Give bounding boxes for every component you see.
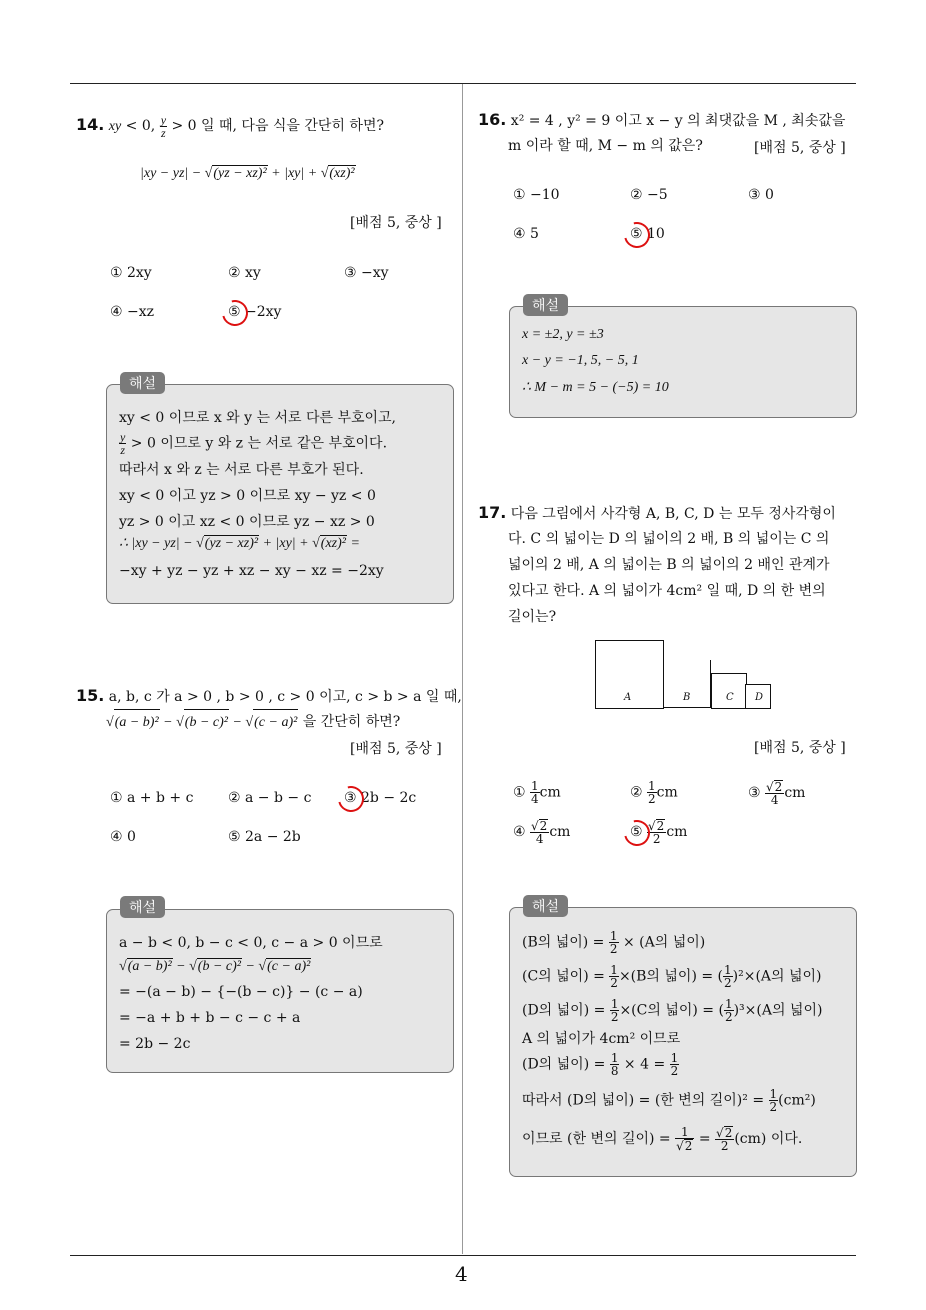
choice-3[interactable]: ③ 0	[748, 187, 774, 203]
choice-1[interactable]: ① a + b + c	[110, 790, 194, 806]
solution-line: x = ±2, y = ±3	[522, 327, 604, 342]
choice-3[interactable]: ③ 2b − 2c	[344, 790, 417, 806]
solution-tag: 해설	[523, 294, 568, 316]
square-label-b: B	[683, 692, 691, 703]
choice-3[interactable]: ③ −xy	[344, 265, 389, 281]
expression: |xy − yz| − √(yz − xz)² + |xy| + √(xz)²	[140, 166, 355, 181]
choice-2[interactable]: ② −5	[630, 187, 668, 203]
solution-tag: 해설	[120, 896, 165, 918]
choice-5[interactable]: ⑤ 2a − 2b	[228, 829, 301, 845]
solution-box-17	[509, 907, 857, 1177]
question-stem-line: 길이는?	[508, 609, 557, 625]
solution-tag: 해설	[523, 895, 568, 917]
choice-4[interactable]: ④ 0	[110, 829, 136, 845]
squares-figure	[595, 640, 773, 710]
choice-2[interactable]: ② xy	[228, 265, 261, 281]
solution-line: (D의 넓이) = $\frac{1}{2}$ ×(C의 넓이) = ( $\frac{1}{2}$ )³×(A의 넓이)	[522, 997, 823, 1024]
choice-1[interactable]: ① $\frac{1}{4}$ cm	[513, 779, 561, 806]
solution-line: a − b < 0, b − c < 0, c − a > 0 이므로	[119, 935, 383, 951]
question-stem-line: 넓이의 2 배, A 의 넓이는 B 의 넓이의 2 배인 관계가	[508, 557, 830, 573]
solution-line: x − y = −1, 5, − 5, 1	[522, 353, 639, 368]
question-number: 17.	[478, 503, 507, 522]
choice-2[interactable]: ② a − b − c	[228, 790, 312, 806]
question-number: 14.	[76, 115, 105, 134]
solution-line: −xy + yz − yz + xz − xy − xz = −2xy	[119, 563, 384, 579]
answer-circle-mark	[619, 217, 655, 253]
score-label: [배점 5, 중상 ]	[350, 741, 442, 757]
solution-line: xy < 0 이므로 x 와 y 는 서로 다른 부호이고,	[119, 410, 397, 426]
solution-line: ∴ |xy − yz| − √(yz − xz)² + |xy| + √(xz)² =	[119, 536, 360, 551]
question-stem: 다음 그림에서 사각형 A, B, C, D 는 모두 정사각형이	[510, 506, 836, 522]
solution-line: = −(a − b) − {−(b − c)} − (c − a)	[119, 984, 363, 1000]
question-stem: x² = 4 , y² = 9 이고 x − y 의 최댓값을 M , 최솟값을	[510, 113, 846, 129]
answer-circle-mark	[217, 295, 253, 331]
solution-line: A 의 넓이가 4cm² 이므로	[522, 1031, 681, 1047]
solution-line: 따라서 x 와 z 는 서로 다른 부호가 된다.	[119, 462, 364, 478]
solution-box-14	[106, 384, 454, 604]
solution-box-16	[509, 306, 857, 418]
answer-circle-mark	[333, 781, 369, 817]
solution-tag: 해설	[120, 372, 165, 394]
question-16-line2: m 이라 할 때, M − m 의 값은?	[508, 138, 703, 154]
solution-line: (B의 넓이) = $\frac{1}{2}$ × (A의 넓이)	[522, 929, 706, 956]
question-16	[478, 107, 845, 134]
solution-line: xy < 0 이고 yz > 0 이므로 xy − yz < 0	[119, 488, 376, 504]
solution-line: = −a + b + b − c − c + a	[119, 1010, 301, 1026]
choice-5[interactable]: ⑤ 10	[630, 226, 665, 242]
solution-line: (C의 넓이) = $\frac{1}{2}$ ×(B의 넓이) = ( $\frac{1}{2}$ )²×(A의 넓이)	[522, 963, 822, 990]
choice-4[interactable]: ④ −xz	[110, 304, 155, 320]
choice-3[interactable]: ③ $\frac{√2}{4}$ cm	[748, 780, 806, 807]
question-14: 14. xy < 0, $\frac{y}{z}$ > 0 일 때, 다음 식을 간단히 하면?	[76, 112, 384, 140]
solution-line: ∴ M − m = 5 − (−5) = 10	[522, 380, 669, 395]
score-label: [배점 5, 중상 ]	[754, 740, 846, 756]
choice-4[interactable]: ④ $\frac{√2}{4}$ cm	[513, 819, 571, 846]
square-label-a: A	[624, 692, 632, 703]
solution-line: (D의 넓이) = $\frac{1}{8}$ × 4 = $\frac{1}{2}$	[522, 1051, 679, 1078]
question-17	[478, 500, 836, 527]
question-15-line2: √(a − b)² − √(b − c)² − √(c − a)² 을 간단히 하면?	[106, 709, 400, 736]
choice-2[interactable]: ② $\frac{1}{2}$ cm	[630, 779, 678, 806]
choice-1[interactable]: ① −10	[513, 187, 560, 203]
score-label: [배점 5, 중상 ]	[350, 215, 442, 231]
square-label-d: D	[755, 692, 764, 703]
solution-line: $\frac{y}{z}$ > 0 이므로 y 와 z 는 서로 같은 부호이다.	[120, 430, 388, 457]
page-number: 4	[455, 1262, 468, 1286]
score-label: [배점 5, 중상 ]	[754, 140, 846, 156]
solution-box-15	[106, 909, 454, 1073]
square-label-c: C	[726, 692, 734, 703]
question-stem-line: 다. C 의 넓이는 D 의 넓이의 2 배, B 의 넓이는 C 의	[508, 531, 830, 547]
solution-line: yz > 0 이고 xz < 0 이므로 yz − xz > 0	[119, 514, 375, 530]
question-15	[76, 683, 462, 710]
top-rule	[70, 83, 856, 84]
column-divider	[462, 84, 463, 1254]
choice-1[interactable]: ① 2xy	[110, 265, 152, 281]
choice-5[interactable]: ⑤ −2xy	[228, 304, 282, 320]
question-stem-line: 있다고 한다. A 의 넓이가 4cm² 일 때, D 의 한 변의	[508, 583, 826, 599]
solution-line: 이므로 (한 변의 길이) = $\frac{1}{√2}$ = $\frac{√2}{2}$ (cm) 이다.	[522, 1125, 803, 1153]
choice-5[interactable]: ⑤ $\frac{√2}{2}$ cm	[630, 819, 688, 846]
question-stem: a, b, c 가 a > 0 , b > 0 , c > 0 이고, c > b > a 일 때,	[108, 689, 462, 705]
question-stem: 일 때, 다음 식을 간단히 하면?	[201, 118, 384, 134]
question-number: 15.	[76, 686, 105, 705]
choice-4[interactable]: ④ 5	[513, 226, 539, 242]
solution-line: √(a − b)² − √(b − c)² − √(c − a)²	[119, 959, 311, 974]
solution-line: = 2b − 2c	[119, 1036, 191, 1052]
bottom-rule	[70, 1255, 856, 1256]
question-number: 16.	[478, 110, 507, 129]
solution-line: 따라서 (D의 넓이) = (한 변의 길이)² = $\frac{1}{2}$ (cm²)	[522, 1087, 816, 1114]
